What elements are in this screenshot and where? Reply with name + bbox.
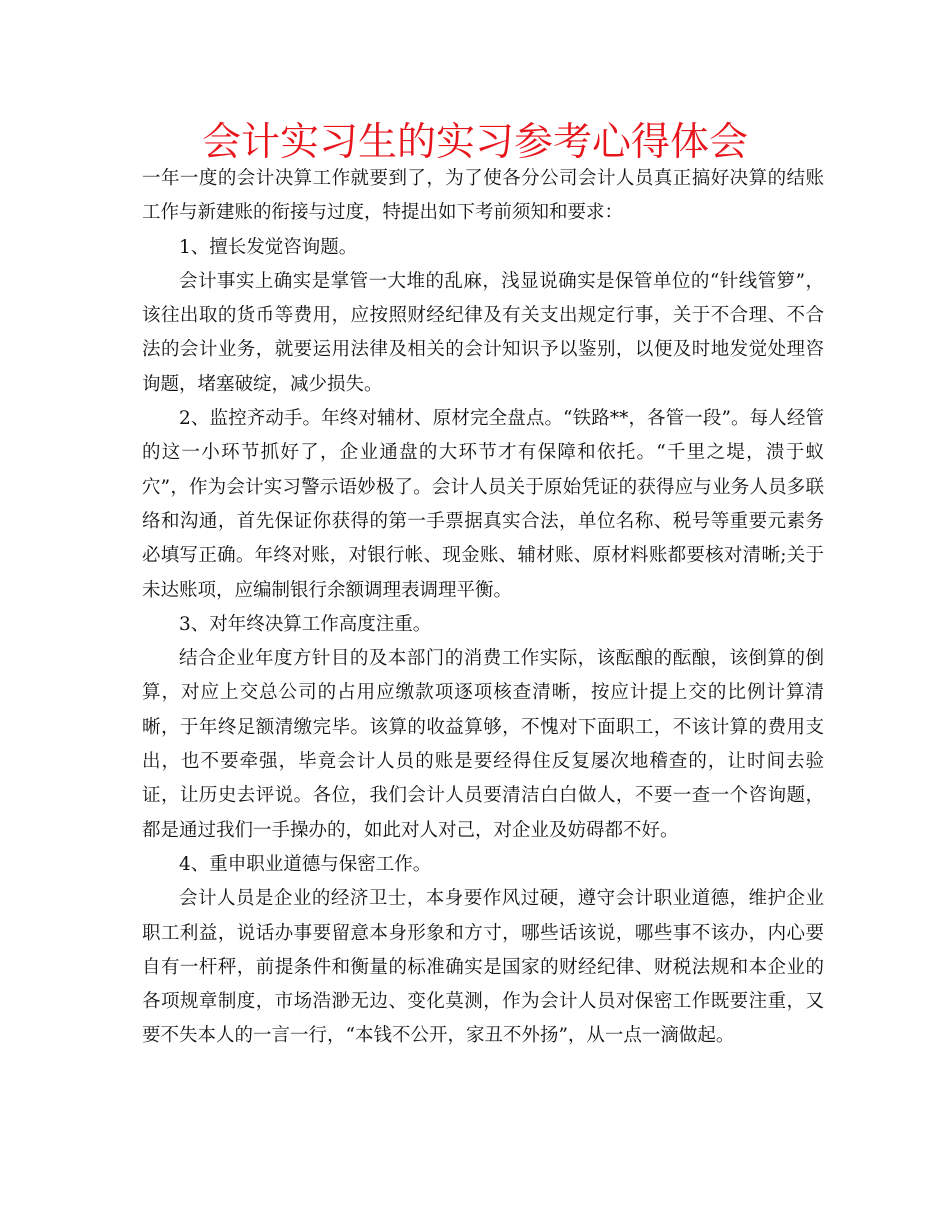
paragraph-intro: 一年一度的会计决算工作就要到了，为了使各分公司会计人员真正搞好决算的结账工作与新建账的衔接与过度，特提出如下考前须知和要求：: [142, 168, 824, 224]
paragraph-body-2: 2、监控齐动手。年终对辅材、原材完全盘点。“铁路**，各管一段”。每人经管的这一小环节抓好了，企业通盘的大环节才有保障和依托。“千里之堤，溃于蚁穴”，作为会计实习警示语妙极了。会计人员关于原始凭证的获得应与业务人员多联络和沟通，首先保证你获得的第一手票据真实合法，单位名称、税号等重要元素务必填写正确。年终对账，对银行帐、现金账、辅材账、原材料账都要核对清晰;关于未达账项，应编制银行余额调理表调理平衡。: [142, 408, 824, 601]
paragraph-body-1: 会计事实上确实是掌管一大堆的乱麻，浅显说确实是保管单位的“针线管箩”，该往出取的货币等费用，应按照财经纪律及有关支出规定行事，关于不合理、不合法的会计业务，就要运用法律及相关的会计知识予以鉴别，以便及时地发觉处理咨询题，堵塞破绽，减少损失。: [142, 270, 824, 395]
paragraph-heading-3: 3、对年终决算工作高度注重。: [179, 613, 432, 635]
document-title: 会计实习生的实习参考心得体会: [201, 120, 748, 165]
paragraph-heading-4: 4、重申职业道德与保密工作。: [179, 853, 432, 875]
paragraph-heading-1: 1、擅长发觉咨询题。: [179, 236, 358, 258]
paragraph-body-3: 结合企业年度方针目的及本部门的消费工作实际，该酝酿的酝酿，该倒算的倒算，对应上交总公司的占用应缴款项逐项核查清晰，按应计提上交的比例计算清晰，于年终足额清缴完毕。该算的收益算够，不愧对下面职工，不该计算的费用支出，也不要牵强，毕竟会计人员的账是要经得住反复屡次地稽查的，让时间去验证，让历史去评说。各位，我们会计人员要清洁白白做人，不要一查一个咨询题，都是通过我们一手操办的，如此对人对己，对企业及妨碍都不好。: [142, 648, 824, 841]
document-body: [142, 162, 824, 1054]
paragraph-body-4: 会计人员是企业的经济卫士，本身要作风过硬，遵守会计职业道德，维护企业职工利益，说话办事要留意本身形象和方寸，哪些话该说，哪些事不该办，内心要自有一杆秤，前提条件和衡量的标准确实是国家的财经纪律、财税法规和本企业的各项规章制度，市场浩渺无边、变化莫测，作为会计人员对保密工作既要注重，又要不失本人的一言一行，“本钱不公开，家丑不外扬”，从一点一滴做起。: [142, 888, 824, 1047]
